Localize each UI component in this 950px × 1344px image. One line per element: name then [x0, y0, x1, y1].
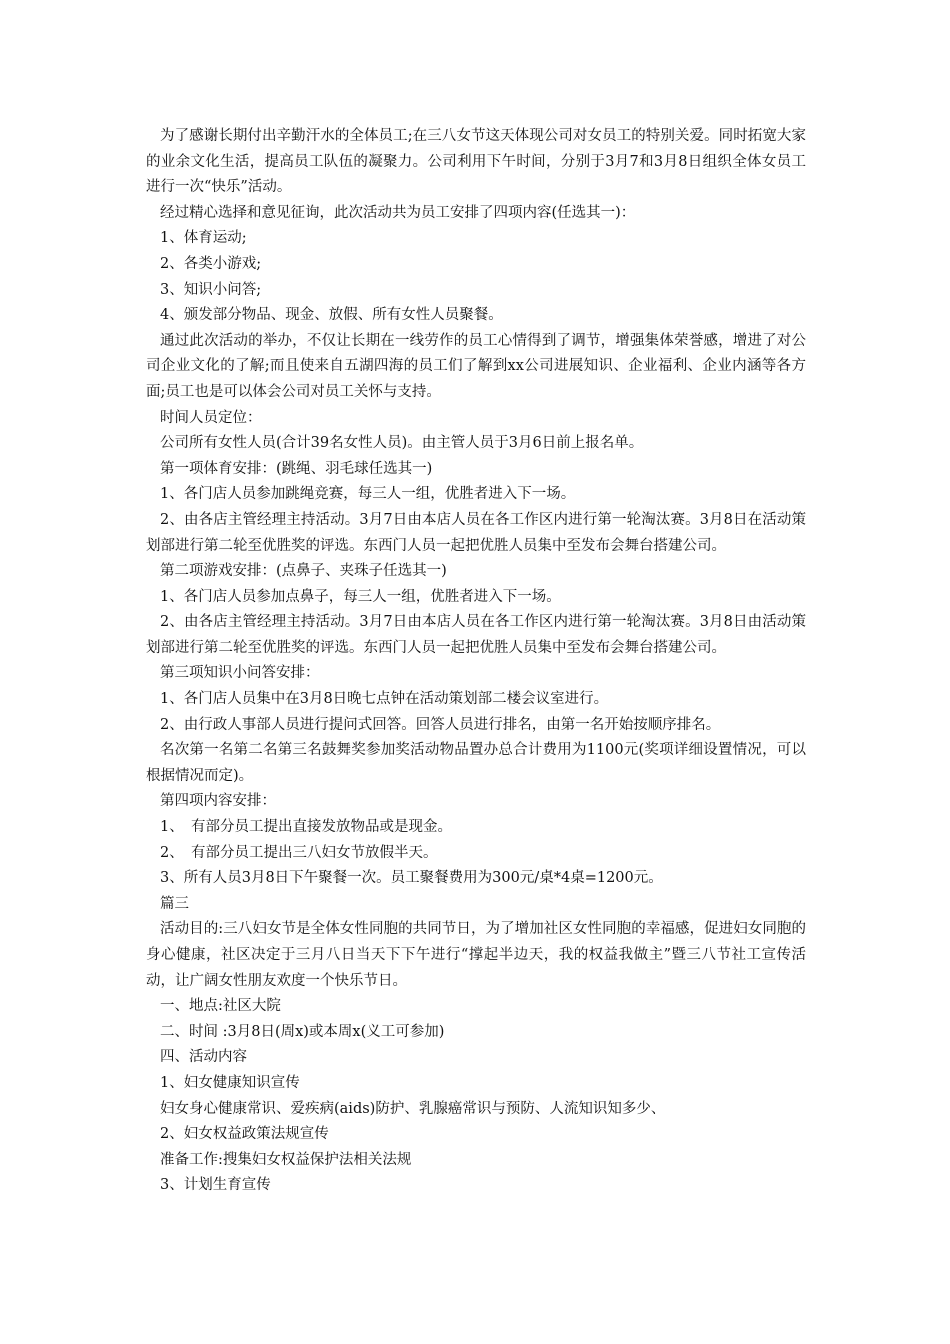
- document-paragraph: 2、由各店主管经理主持活动。3月7日由本店人员在各工作区内进行第一轮淘汰赛。3月8日由活动策划部进行第二轮至优胜奖的评选。东西门人员一起把优胜人员集中至发布会舞台搭建公司。: [146, 614, 806, 656]
- document-paragraph: 1、体育运动;: [160, 230, 247, 247]
- document-paragraph: 2、各类小游戏;: [160, 255, 262, 272]
- document-paragraph: 3、计划生育宣传: [160, 1177, 271, 1194]
- document-paragraph: 1、各门店人员集中在3月8日晚七点钟在活动策划部二楼会议室进行。: [160, 691, 609, 708]
- document-paragraph: 第二项游戏安排：(点鼻子、夹珠子任选其一): [160, 563, 447, 580]
- document-paragraph: 3、所有人员3月8日下午聚餐一次。员工聚餐费用为300元/桌*4桌=1200元。: [160, 870, 663, 887]
- document-paragraph: 一、地点:社区大院: [160, 998, 281, 1015]
- document-paragraph: 1、妇女健康知识宣传: [160, 1074, 300, 1091]
- document-paragraph: 准备工作:搜集妇女权益保护法相关法规: [160, 1151, 412, 1168]
- document-paragraph: 四、活动内容: [160, 1049, 247, 1066]
- document-paragraph: 通过此次活动的举办，不仅让长期在一线劳作的员工心情得到了调节，增强集体荣誉感，增进了对公司企业文化的了解;而且使来自五湖四海的员工们了解到xx公司进展知识、企业福利、企业内涵等各方面;员工也是可以体会公司对员工关怀与支持。: [146, 332, 806, 400]
- document-paragraph: 2、由各店主管经理主持活动。3月7日由本店人员在各工作区内进行第一轮淘汰赛。3月8日在活动策划部进行第二轮至优胜奖的评选。东西门人员一起把优胜人员集中至发布会舞台搭建公司。: [146, 511, 806, 554]
- document-paragraph: 公司所有女性人员(合计39名女性人员)。由主管人员于3月6日前上报名单。: [160, 435, 644, 452]
- document-paragraph: 2、 有部分员工提出三八妇女节放假半天。: [160, 844, 438, 861]
- document-paragraph: 名次第一名第二名第三名鼓舞奖参加奖活动物品置办总合计费用为1100元(奖项详细设置情况，可以根据情况而定)。: [146, 742, 806, 784]
- document-paragraph: 3、知识小问答;: [160, 281, 262, 298]
- document-paragraph: 时间人员定位：: [160, 409, 262, 426]
- document-paragraph: 第一项体育安排：(跳绳、羽毛球任选其一): [160, 460, 433, 477]
- document-paragraph: 第三项知识小问答安排：: [160, 665, 320, 682]
- document-paragraph: 2、妇女权益政策法规宣传: [160, 1126, 329, 1143]
- document-paragraph: 2、由行政人事部人员进行提问式回答。回答人员进行排名，由第一名开始按顺序排名。: [160, 716, 721, 733]
- document-paragraph: 1、各门店人员参加点鼻子，每三人一组，优胜者进入下一场。: [160, 588, 561, 605]
- document-paragraph: 为了感谢长期付出辛勤汗水的全体员工;在三八女节这天体现公司对女员工的特别关爱。同时拓宽大家的业余文化生活，提高员工队伍的凝聚力。公司利用下午时间，分别于3月7和3月8日组织全体女员工进行一次“快乐”活动。: [146, 128, 806, 196]
- document-paragraph: 二、时间 :3月8日(周x)或本周x(义工可参加): [160, 1023, 445, 1040]
- document-body: [146, 124, 806, 1199]
- document-paragraph: 活动目的:三八妇女节是全体女性同胞的共同节日，为了增加社区女性同胞的幸福感，促进妇女同胞的身心健康，社区决定于三月八日当天下下午进行“撑起半边天，我的权益我做主”暨三八节社工宣传活动，让广阔女性朋友欢度一个快乐节日。: [146, 921, 806, 989]
- document-paragraph: 第四项内容安排：: [160, 793, 276, 810]
- document-paragraph: 篇三: [160, 895, 189, 912]
- document-paragraph: 4、颁发部分物品、现金、放假、所有女性人员聚餐。: [160, 307, 503, 324]
- document-paragraph: 1、 有部分员工提出直接发放物品或是现金。: [160, 819, 452, 836]
- document-paragraph: 1、各门店人员参加跳绳竞赛，每三人一组，优胜者进入下一场。: [160, 486, 576, 503]
- document-paragraph: 经过精心选择和意见征询，此次活动共为员工安排了四项内容(任选其一)：: [160, 204, 636, 221]
- document-paragraph: 妇女身心健康常识、爱疾病(aids)防护、乳腺癌常识与预防、人流知识知多少、: [160, 1100, 666, 1117]
